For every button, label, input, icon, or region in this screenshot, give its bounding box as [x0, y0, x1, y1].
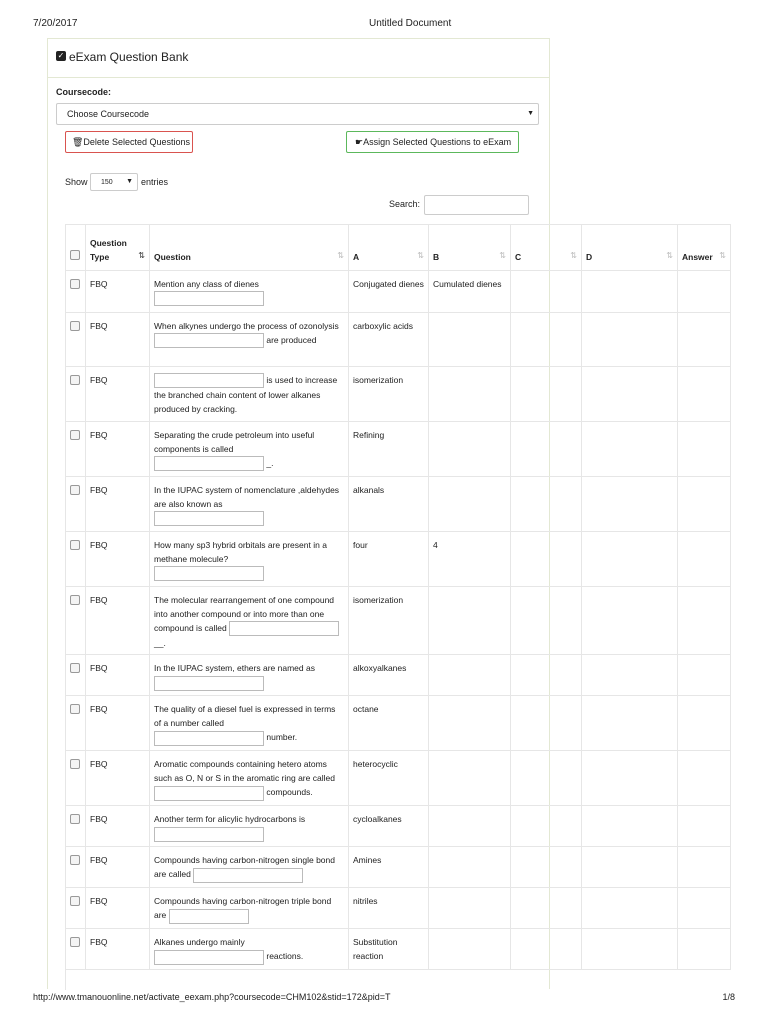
cell-type: FBQ — [86, 367, 150, 422]
checkbox-checked-icon: ✓ — [57, 51, 65, 60]
cell-b — [429, 929, 511, 970]
cell-c — [511, 847, 582, 888]
row-checkbox[interactable] — [66, 655, 86, 696]
answer-blank-input[interactable] — [229, 621, 339, 636]
row-checkbox[interactable] — [66, 587, 86, 655]
cell-type: FBQ — [86, 313, 150, 367]
print-footer — [33, 992, 735, 1006]
page-length-select[interactable] — [90, 173, 138, 191]
cell-type: FBQ — [86, 806, 150, 847]
sort-icon: ⇅ — [666, 251, 673, 260]
cell-d — [582, 655, 678, 696]
cell-b — [429, 367, 511, 422]
col-question-type[interactable]: Question Type ⇅ — [86, 225, 150, 271]
sort-icon: ⇅ — [570, 251, 577, 260]
cell-type: FBQ — [86, 271, 150, 313]
table-row — [66, 477, 731, 532]
table-row — [66, 655, 731, 696]
search-input[interactable] — [424, 195, 529, 215]
row-checkbox[interactable] — [66, 422, 86, 477]
cell-a: four — [349, 532, 429, 587]
cell-b — [429, 587, 511, 655]
cell-b: Cumulated dienes — [429, 271, 511, 313]
cell-b — [429, 422, 511, 477]
table-row — [66, 751, 731, 806]
cell-question: In the IUPAC system, ethers are named as — [150, 655, 349, 696]
cell-answer — [678, 477, 731, 532]
cell-d — [582, 929, 678, 970]
cell-c — [511, 655, 582, 696]
cell-c — [511, 751, 582, 806]
table-row — [66, 422, 731, 477]
cell-answer — [678, 929, 731, 970]
cell-a: carboxylic acids — [349, 313, 429, 367]
col-a[interactable]: A ⇅ — [349, 225, 429, 271]
assign-selected-button[interactable]: ☛Assign Selected Questions to eExam — [346, 131, 519, 153]
answer-blank-input[interactable] — [154, 456, 264, 471]
cell-b — [429, 806, 511, 847]
cell-d — [582, 806, 678, 847]
panel-title: eExam Question Bank — [69, 50, 189, 64]
cell-answer — [678, 655, 731, 696]
sort-icon: ⇅ — [337, 251, 344, 260]
entries-label: entries — [141, 177, 169, 187]
cell-type: FBQ — [86, 655, 150, 696]
cell-question: Compounds having carbon-nitrogen single bond are called — [150, 847, 349, 888]
coursecode-selected: Choose Coursecode — [67, 109, 150, 119]
answer-blank-input[interactable] — [154, 511, 264, 526]
cell-answer — [678, 587, 731, 655]
cell-b: 4 — [429, 532, 511, 587]
table-row — [66, 532, 731, 587]
cell-b — [429, 477, 511, 532]
cell-d — [582, 422, 678, 477]
cell-type: FBQ — [86, 847, 150, 888]
cell-question: Alkanes undergo mainly reactions. — [150, 929, 349, 970]
cell-c — [511, 587, 582, 655]
cell-answer — [678, 888, 731, 929]
answer-blank-input[interactable] — [154, 827, 264, 842]
panel-heading — [48, 39, 549, 78]
table-row — [66, 367, 731, 422]
row-checkbox[interactable] — [66, 847, 86, 888]
cell-question: The quality of a diesel fuel is expressed in terms of a number called number. — [150, 696, 349, 751]
cell-type: FBQ — [86, 477, 150, 532]
print-date: 7/20/2017 — [33, 18, 78, 29]
answer-blank-input[interactable] — [154, 291, 264, 306]
cell-c — [511, 271, 582, 313]
search-label: Search: — [389, 199, 421, 209]
print-doc-title: Untitled Document — [369, 18, 452, 29]
show-label: Show — [65, 177, 88, 187]
cell-question: is used to increase the branched chain content of lower alkanes produced by cracking. — [150, 367, 349, 422]
cell-question: Mention any class of dienes — [150, 271, 349, 313]
col-c[interactable]: C ⇅ — [511, 225, 582, 271]
cell-d — [582, 271, 678, 313]
cell-c — [511, 888, 582, 929]
cell-b — [429, 655, 511, 696]
answer-blank-input[interactable] — [154, 373, 264, 388]
row-checkbox[interactable] — [66, 888, 86, 929]
cell-type: FBQ — [86, 696, 150, 751]
table-row — [66, 271, 731, 313]
row-checkbox[interactable] — [66, 367, 86, 422]
answer-blank-input[interactable] — [154, 566, 264, 581]
cell-answer — [678, 313, 731, 367]
cell-d — [582, 751, 678, 806]
cell-a: cycloalkanes — [349, 806, 429, 847]
cell-c — [511, 313, 582, 367]
table-row — [66, 888, 731, 929]
table-row — [66, 313, 731, 367]
sort-icon: ⇅ — [417, 251, 424, 260]
row-checkbox[interactable] — [66, 696, 86, 751]
cell-question: The molecular rearrangement of one compound into another compound or into more than one compound is called __. — [150, 587, 349, 655]
cell-c — [511, 367, 582, 422]
coursecode-label: Coursecode: — [56, 87, 112, 97]
cell-b — [429, 313, 511, 367]
answer-blank-input[interactable] — [193, 868, 303, 883]
cell-a: Amines — [349, 847, 429, 888]
row-checkbox[interactable] — [66, 532, 86, 587]
row-checkbox[interactable] — [66, 271, 86, 313]
row-checkbox[interactable] — [66, 751, 86, 806]
print-header — [33, 18, 735, 32]
table-row — [66, 696, 731, 751]
row-checkbox[interactable] — [66, 477, 86, 532]
answer-blank-input[interactable] — [169, 909, 249, 924]
cell-d — [582, 847, 678, 888]
cell-question: How many sp3 hybrid orbitals are present in a methane molecule? — [150, 532, 349, 587]
cell-answer — [678, 367, 731, 422]
cell-a: Conjugated dienes — [349, 271, 429, 313]
cell-d — [582, 696, 678, 751]
cell-d — [582, 587, 678, 655]
cell-d — [582, 367, 678, 422]
cell-question: In the IUPAC system of nomenclature ,aldehydes are also known as — [150, 477, 349, 532]
cell-c — [511, 532, 582, 587]
cell-type: FBQ — [86, 888, 150, 929]
cell-type: FBQ — [86, 422, 150, 477]
cell-answer — [678, 422, 731, 477]
cell-question: Separating the crude petroleum into useful components is called _. — [150, 422, 349, 477]
cell-a: heterocyclic — [349, 751, 429, 806]
cell-c — [511, 929, 582, 970]
cell-question: Compounds having carbon-nitrogen triple bond are — [150, 888, 349, 929]
cell-a: isomerization — [349, 587, 429, 655]
cell-c — [511, 696, 582, 751]
cell-answer — [678, 751, 731, 806]
cell-a: octane — [349, 696, 429, 751]
table-row — [66, 847, 731, 888]
cell-a: nitriles — [349, 888, 429, 929]
dropdown-caret-icon: ▼ — [126, 178, 133, 185]
cell-a: isomerization — [349, 367, 429, 422]
cell-type: FBQ — [86, 929, 150, 970]
cell-d — [582, 888, 678, 929]
cell-d — [582, 532, 678, 587]
print-page-number: 1/8 — [722, 992, 735, 1002]
cell-question: Another term for alicylic hydrocarbons is — [150, 806, 349, 847]
cell-type: FBQ — [86, 587, 150, 655]
answer-blank-input[interactable] — [154, 333, 264, 348]
cell-answer — [678, 271, 731, 313]
cell-question: When alkynes undergo the process of ozonolysis are produced — [150, 313, 349, 367]
cell-c — [511, 477, 582, 532]
cell-d — [582, 313, 678, 367]
cell-d — [582, 477, 678, 532]
cell-type: FBQ — [86, 751, 150, 806]
print-url: http://www.tmanouonline.net/activate_eexam.php?coursecode=CHM102&stid=172&pid=T — [33, 992, 391, 1002]
sort-icon: ⇅ — [719, 251, 726, 260]
cell-b — [429, 751, 511, 806]
row-checkbox[interactable] — [66, 313, 86, 367]
cell-b — [429, 888, 511, 929]
col-d[interactable]: D ⇅ — [582, 225, 678, 271]
cell-answer — [678, 806, 731, 847]
table-row — [66, 806, 731, 847]
row-checkbox[interactable] — [66, 929, 86, 970]
row-checkbox[interactable] — [66, 806, 86, 847]
cell-a: alkanals — [349, 477, 429, 532]
select-all-checkbox[interactable] — [66, 225, 86, 271]
answer-blank-input[interactable] — [154, 731, 264, 746]
table-row — [66, 929, 731, 970]
delete-selected-button[interactable]: 🗑Delete Selected Questions — [65, 131, 193, 153]
cell-a: alkoxyalkanes — [349, 655, 429, 696]
col-answer[interactable]: Answer ⇅ — [678, 225, 731, 271]
cell-answer — [678, 847, 731, 888]
cell-c — [511, 422, 582, 477]
cell-type: FBQ — [86, 532, 150, 587]
cell-b — [429, 696, 511, 751]
dropdown-caret-icon: ▼ — [527, 110, 534, 117]
table-header-row — [66, 225, 731, 271]
cell-answer — [678, 696, 731, 751]
cell-a: Refining — [349, 422, 429, 477]
answer-blank-input[interactable] — [154, 950, 264, 965]
coursecode-select[interactable] — [56, 103, 539, 125]
page-length-value: 150 — [101, 179, 113, 186]
cell-question: Aromatic compounds containing hetero atoms such as O, N or S in the aromatic ring are called compounds. — [150, 751, 349, 806]
table-row — [66, 587, 731, 655]
questions-table — [65, 224, 731, 970]
cell-c — [511, 806, 582, 847]
cell-a: Substitution reaction — [349, 929, 429, 970]
answer-blank-input[interactable] — [154, 676, 264, 691]
col-b[interactable]: B ⇅ — [429, 225, 511, 271]
sort-asc-icon: ⇅ — [138, 251, 145, 260]
cell-b — [429, 847, 511, 888]
answer-blank-input[interactable] — [154, 786, 264, 801]
sort-icon: ⇅ — [499, 251, 506, 260]
col-question[interactable]: Question ⇅ — [150, 225, 349, 271]
cell-answer — [678, 532, 731, 587]
